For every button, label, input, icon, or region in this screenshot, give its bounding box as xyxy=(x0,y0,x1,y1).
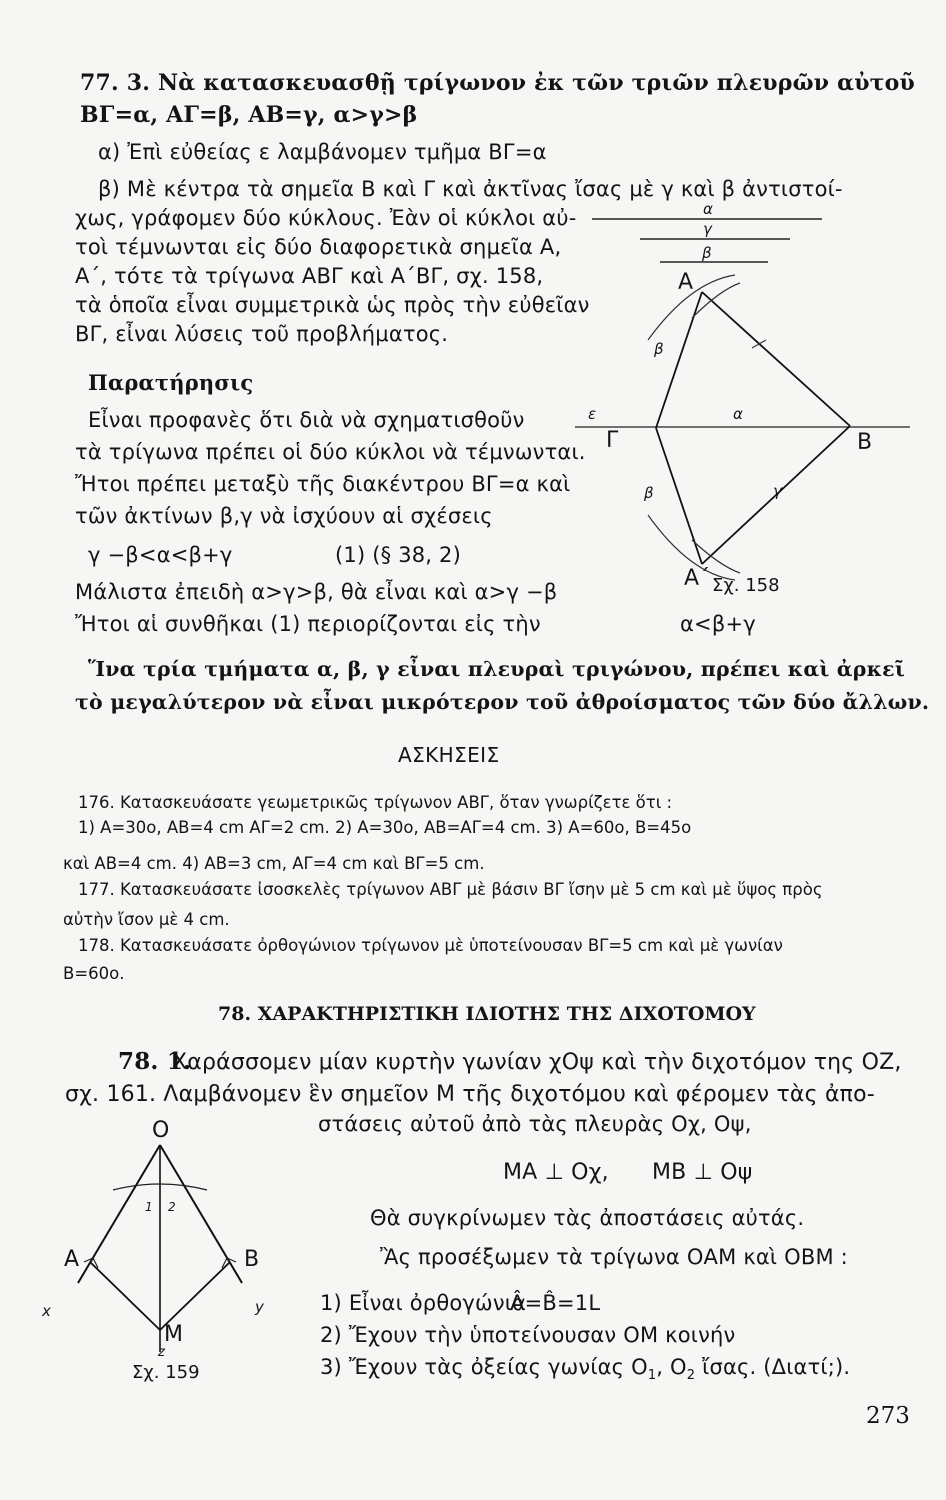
remark-title: Παρατήρησις xyxy=(88,370,254,395)
fig158-label-beta: β xyxy=(654,340,664,358)
fig159-angle-1: 1 xyxy=(145,1200,153,1214)
conclusion-line-2: τὸ μεγαλύτερον νὰ εἶναι μικρότερον τοῦ ἀθροίσματος τῶν δύο ἄλλων. xyxy=(75,690,930,714)
item-3-pre: 3) Ἔχουν τὰς ὀξείας γωνίας Ο xyxy=(320,1355,648,1379)
exercises-title: ΑΣΚΗΣΕΙΣ xyxy=(398,743,500,767)
item-1-angles: Â=B̂=1L xyxy=(510,1291,601,1315)
fig159-point-A: A xyxy=(64,1247,80,1272)
conclusion-line-1: Ἵνα τρία τμήματα α, β, γ εἶναι πλευραὶ τριγώνου, πρέπει καὶ ἀρκεῖ xyxy=(88,657,905,681)
fig159-point-B: B xyxy=(244,1247,260,1272)
fig159-point-O: O xyxy=(152,1118,170,1143)
remark-line-5: Μάλιστα ἐπειδὴ α>γ>β, θὰ εἶναι καὶ α>γ −β xyxy=(75,580,558,604)
exercise-176-line-3: καὶ ΑΒ=4 cm. 4) ΑΒ=3 cm, ΑΓ=4 cm καὶ ΒΓ=5 cm. xyxy=(63,854,485,873)
fig158-point-A: Α xyxy=(678,270,694,295)
fig159-caption: Σχ. 159 xyxy=(132,1362,200,1383)
fig158-label-g-ref: γ xyxy=(703,220,712,238)
fig158-label-beta-lower: β xyxy=(644,484,654,502)
section-78-line-3: στάσεις αὐτοῦ ἀπὸ τὰς πλευρὰς Οχ, Οψ, xyxy=(318,1112,752,1136)
step-b-line-1: β) Μὲ κέντρα τὰ σημεῖα Β καὶ Γ καὶ ἀκτῖνας ἴσας μὲ γ καὶ β ἀντιστοί- xyxy=(98,177,843,201)
fig158-label-epsilon: ε xyxy=(588,405,597,423)
fig159-angle-2: 2 xyxy=(168,1200,176,1214)
item-3-post: ἴσας. (Διατί;). xyxy=(695,1355,851,1379)
step-b-line-4: Α΄, τότε τὰ τρίγωνα ΑΒΓ καὶ Α΄ΒΓ, σχ. 158, xyxy=(75,264,544,288)
item-1-text: 1) Εἶναι ὀρθογώνια xyxy=(320,1291,527,1315)
exercise-177-line-2: αὐτὴν ἴσον μὲ 4 cm. xyxy=(63,910,230,929)
fig159-label-x: x xyxy=(42,1302,51,1320)
section-78-line-2: σχ. 161. Λαμβάνομεν ἓν σημεῖον Μ τῆς διχοτόμου καὶ φέρομεν τὰς ἀπο- xyxy=(65,1082,875,1107)
exercise-176-line-2: 1) Α=30ο, ΑΒ=4 cm ΑΓ=2 cm. 2) Α=30ο, ΑΒ=ΑΓ=4 cm. 3) Α=60ο, Β=45ο xyxy=(78,818,692,837)
item-3-sub-1: 1 xyxy=(647,1368,657,1384)
exercise-178-line-2: Β=60ο. xyxy=(63,964,125,983)
remark-line-3: Ἤτοι πρέπει μεταξὺ τῆς διακέντρου ΒΓ=α καὶ xyxy=(75,472,571,496)
fig158-point-B: Β xyxy=(857,430,873,455)
item-3-mid: , Ο xyxy=(656,1355,687,1379)
exercise-176-line-1: 176. Κατασκευάσατε γεωμετρικῶς τρίγωνον ΑΒΓ, ὅταν γνωρίζετε ὅτι : xyxy=(78,793,673,812)
section-78-line-4: Θὰ συγκρίνωμεν τὰς ἀποστάσεις αὐτάς. xyxy=(370,1206,805,1230)
fig158-label-gamma-lower: γ xyxy=(773,482,782,500)
inequality-reference: (1) (§ 38, 2) xyxy=(335,543,462,567)
section-78-para-number: 78. 1. xyxy=(118,1048,192,1075)
perpendicular-MA-line xyxy=(90,1262,160,1330)
exercise-177-line-1: 177. Κατασκευάσατε ἰσοσκελὲς τρίγωνον ΑΒΓ μὲ βάσιν ΒΓ ἴσην μὲ 5 cm καὶ μὲ ὕψος πρὸς xyxy=(78,880,823,899)
step-b-line-6: ΒΓ, εἶναι λύσεις τοῦ προβλήματος. xyxy=(75,322,449,346)
exercise-178-line-1: 178. Κατασκευάσατε ὀρθογώνιον τρίγωνον μὲ ὑποτείνουσαν ΒΓ=5 cm καὶ μὲ γωνίαν xyxy=(78,936,783,955)
perpendicular-MA: ΜΑ ⊥ Οχ, xyxy=(503,1160,609,1185)
perpendicular-MB-line xyxy=(160,1262,230,1330)
section-78-line-5: Ἂς προσέξωμεν τὰ τρίγωνα ΟΑΜ καὶ ΟΒΜ : xyxy=(380,1245,848,1269)
step-b-line-2: χως, γράφομεν δύο κύκλους. Ἐὰν οἱ κύκλοι αὐ- xyxy=(75,206,577,230)
item-2: 2) Ἔχουν τὴν ὑποτείνουσαν ΟΜ κοινήν xyxy=(320,1323,736,1347)
inequality: γ −β<α<β+γ xyxy=(88,543,233,567)
remark-line-4: τῶν ἀκτίνων β,γ νὰ ἰσχύουν αἱ σχέσεις xyxy=(75,504,493,528)
fig158-caption: Σχ. 158 xyxy=(712,575,780,596)
section-78-line-1: Χαράσσομεν μίαν κυρτὴν γωνίαν χΟψ καὶ τὴν διχοτόμον της ΟΖ, xyxy=(172,1050,902,1075)
fig159-label-y: y xyxy=(255,1298,264,1316)
fig158-point-A-prime: Α΄ xyxy=(684,566,711,591)
remark-condition: α<β+γ xyxy=(680,612,756,636)
fig159-point-M: M xyxy=(164,1322,183,1347)
item-3-sub-2: 2 xyxy=(686,1368,696,1384)
remark-line-2: τὰ τρίγωνα πρέπει οἱ δύο κύκλοι νὰ τέμνωνται. xyxy=(75,440,586,464)
remark-line-1: Εἶναι προφανὲς ὅτι διὰ νὰ σχηματισθοῦν xyxy=(88,408,525,432)
section-78-title: 78. ΧΑΡΑΚΤΗΡΙΣΤΙΚΗ ΙΔΙΟΤΗΣ ΤΗΣ ΔΙΧΟΤΟΜΟΥ xyxy=(218,1003,756,1025)
page-number: 273 xyxy=(866,1403,910,1429)
fig159-label-z: z xyxy=(158,1345,165,1360)
perpendicular-MB: ΜΒ ⊥ Οψ xyxy=(652,1160,753,1185)
fig158-label-a-ref: α xyxy=(703,200,713,218)
section-77-heading: 77. 3. Νὰ κατασκευασθῇ τρίγωνον ἐκ τῶν τριῶν πλευρῶν αὐτοῦ xyxy=(80,70,915,96)
step-b-line-5: τὰ ὁποῖα εἶναι συμμετρικὰ ὡς πρὸς τὴν εὐθεῖαν xyxy=(75,293,590,317)
remark-line-6: Ἤτοι αἱ συνθῆκαι (1) περιορίζονται εἰς τὴν xyxy=(75,612,541,636)
fig158-label-b-ref: β xyxy=(702,244,712,262)
fig158-point-G: Γ xyxy=(606,428,619,453)
step-a: α) Ἐπὶ εὐθείας ε λαμβάνομεν τμῆμα ΒΓ=α xyxy=(98,140,547,164)
section-77-given: ΒΓ=α, ΑΓ=β, ΑΒ=γ, α>γ>β xyxy=(80,102,418,128)
fig158-label-alpha: α xyxy=(733,405,743,423)
step-b-line-3: τοὶ τέμνωνται εἰς δύο διαφορετικὰ σημεῖα Α, xyxy=(75,235,562,259)
